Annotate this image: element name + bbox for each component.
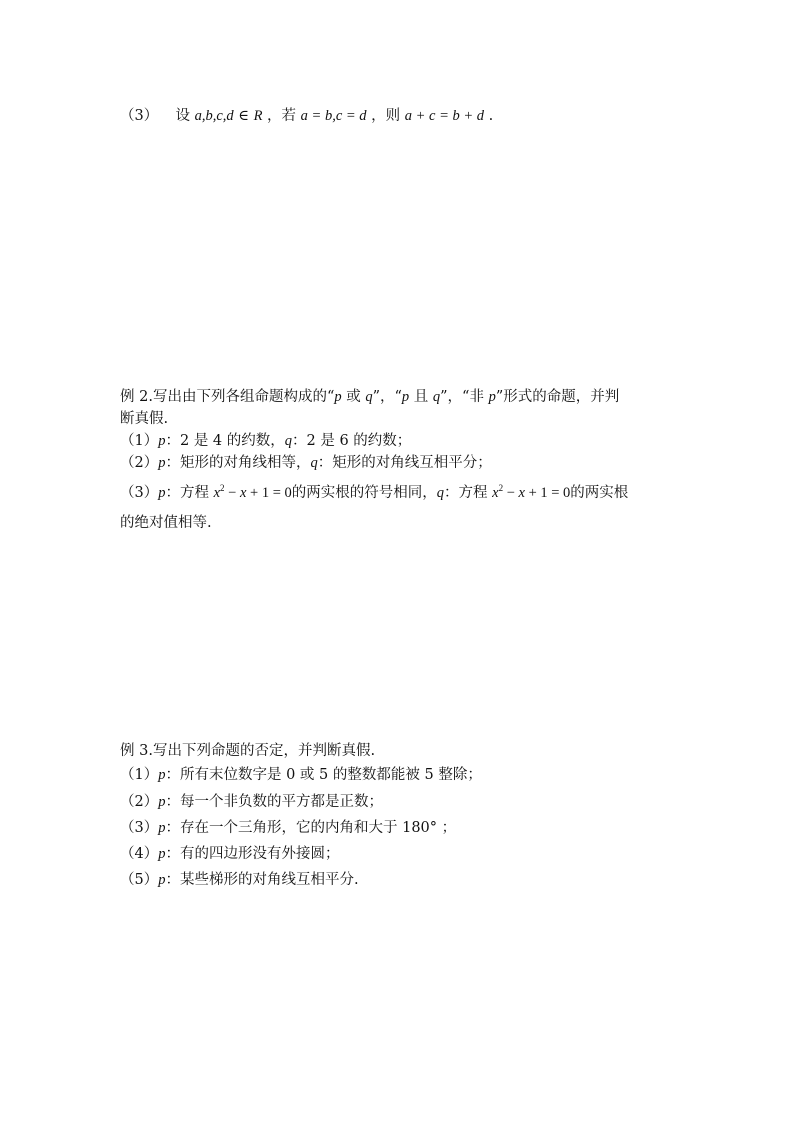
word-and: 且: [409, 389, 433, 405]
math-x: x: [213, 485, 221, 501]
period: .: [488, 108, 494, 124]
math-condition: a = b,c = d: [300, 108, 367, 124]
item-text: ：某些梯形的对角线互相平分.: [165, 872, 359, 888]
item-text-p: ：矩形的对角线相等，: [165, 455, 311, 471]
item-text: ：每一个非负数的平方都是正数；: [165, 794, 383, 810]
item-number: （2）: [120, 455, 159, 471]
math-exponent: 2: [498, 483, 504, 493]
ex3-title: 例 3.写出下列命题的否定，并判断真假.: [120, 743, 376, 759]
example-2-title-cont: [120, 409, 168, 429]
math-exponent: 2: [220, 483, 225, 493]
math-p: p: [158, 846, 166, 862]
math-p: p: [158, 433, 166, 449]
item-number: （5）: [120, 872, 159, 888]
item-text-p: ：2 是 4 的约数，: [165, 433, 285, 449]
item-text-cont: 的绝对值相等.: [120, 515, 212, 531]
math-p: p: [158, 872, 166, 888]
quote-sep: ”，“: [372, 389, 402, 405]
math-q: q: [436, 485, 445, 501]
ex2-item-1: [120, 431, 411, 451]
text-she: 设: [175, 108, 190, 124]
math-p: p: [158, 767, 166, 783]
text-ruo: ，若: [267, 108, 297, 124]
ex2-item-3-cont: [120, 513, 212, 533]
item-text: ：有的四边形没有外接圆；: [165, 846, 340, 862]
ex2-title-part-c: 断真假.: [120, 411, 169, 427]
ex2-item-2: [120, 453, 492, 473]
ex3-item-2: [120, 792, 383, 812]
math-conclusion: a + c = b + d: [404, 108, 485, 124]
problem-3-statement: [120, 106, 493, 126]
math-set-R: R: [253, 108, 263, 124]
ex2-item-3: [120, 483, 628, 503]
ex3-item-3: [120, 818, 456, 838]
item-text-mid: 的两实根的符号相同，: [291, 485, 437, 501]
ex3-item-1: [120, 765, 482, 785]
math-in-symbol: ∈: [238, 108, 249, 124]
math-p: p: [158, 485, 166, 501]
math-p: p: [158, 794, 166, 810]
math-x: x: [239, 485, 247, 501]
item-number: （1）: [120, 433, 159, 449]
math-set-vars: a,b,c,d: [194, 108, 234, 124]
item-number: （2）: [120, 794, 159, 810]
ex3-item-5: [120, 870, 359, 890]
math-p: p: [334, 389, 342, 405]
math-x: x: [492, 485, 499, 501]
item-text: ：存在一个三角形，它的内角和大于 180° ；: [165, 820, 457, 836]
item-number: （3）: [120, 485, 159, 501]
math-p: p: [158, 455, 166, 471]
math-q: q: [432, 389, 441, 405]
example-2-title: [120, 387, 619, 407]
math-q: q: [284, 433, 293, 449]
math-p: p: [158, 820, 166, 836]
ex3-item-4: [120, 844, 339, 864]
item-text-q: ：矩形的对角线互相平分；: [317, 455, 492, 471]
math-x: x: [518, 485, 525, 501]
text-ze: ，则: [371, 108, 401, 124]
item-text-end: 的两实根: [570, 485, 629, 501]
item-text-q: ：2 是 6 的约数；: [292, 433, 412, 449]
item-text-q: ：方程: [444, 485, 493, 501]
item-number: （1）: [120, 767, 159, 783]
ex2-title-part-b: ”形式的命题，并判: [495, 389, 620, 405]
quote-sep-not: ”，“非: [440, 389, 489, 405]
item-number: （4）: [120, 846, 159, 862]
example-3-title: [120, 741, 375, 761]
ex2-title-part-a: 例 2.写出由下列各组命题构成的“: [120, 389, 335, 405]
math-minus: −: [224, 485, 240, 501]
word-or: 或: [341, 389, 366, 405]
math-minus: −: [503, 485, 519, 501]
item-text: ：所有末位数字是 0 或 5 的整数都能被 5 整除；: [165, 767, 482, 783]
math-q: q: [310, 455, 318, 471]
item-text-p: ：方程: [165, 485, 214, 501]
math-p: p: [488, 389, 496, 405]
math-q: q: [365, 389, 373, 405]
problem-number: （3）: [120, 108, 159, 124]
math-equation-tail: + 1 = 0: [246, 485, 292, 501]
math-p: p: [401, 389, 410, 405]
item-number: （3）: [120, 820, 159, 836]
math-equation-tail: + 1 = 0: [524, 485, 571, 501]
